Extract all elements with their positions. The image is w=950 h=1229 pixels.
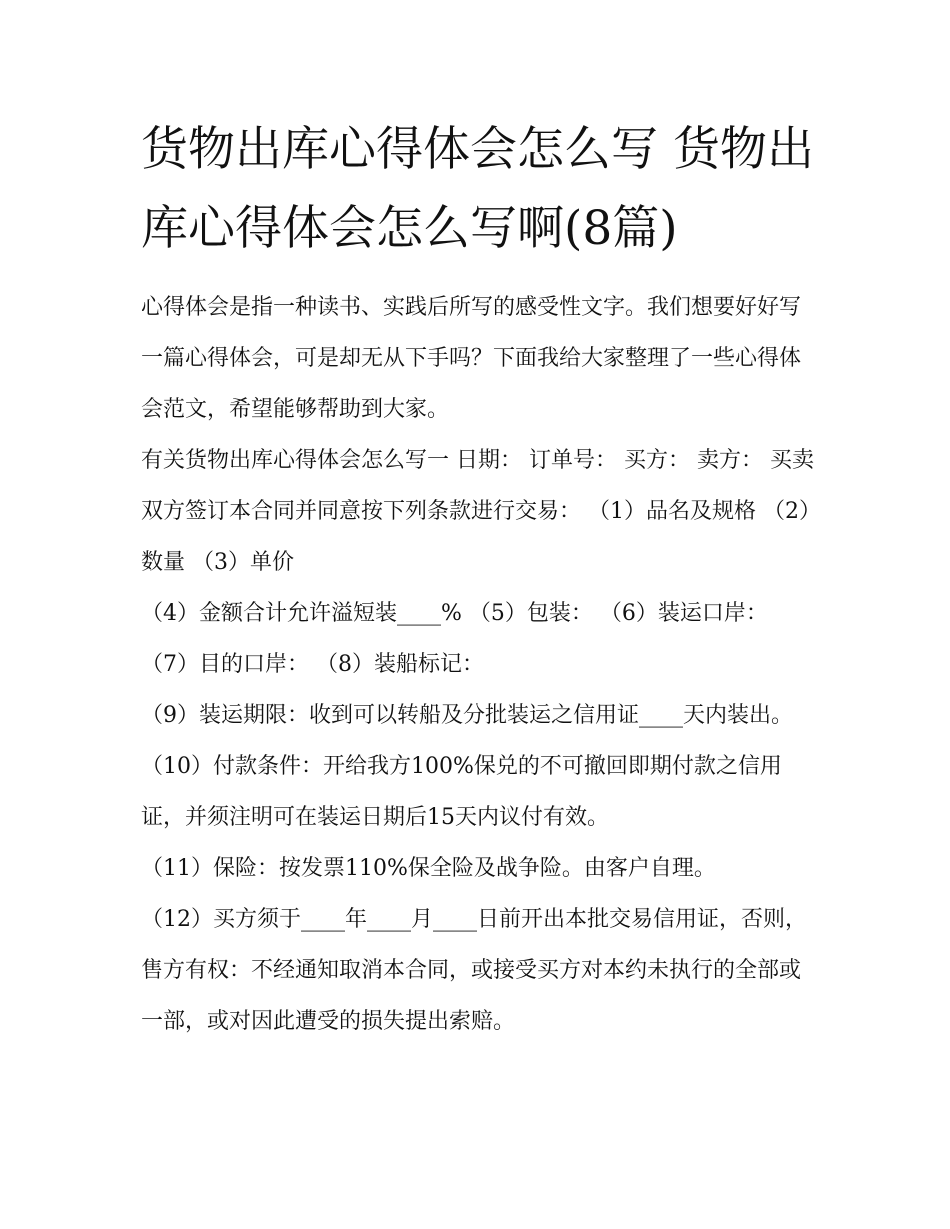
paragraph-intro: 心得体会是指一种读书、实践后所写的感受性文字。我们想要好好写一篇心得体会，可是却无从下手吗？下面我给大家整理了一些心得体会范文，希望能够帮助到大家。 — [141, 295, 802, 422]
document-page — [141, 110, 821, 1047]
paragraph-clause-12: （12）买方须于____年____月____日前开出本批交易信用证，否则，售方有权：不经通知取消本合同，或接受买方对本约未执行的全部或一部，或对因此遭受的损失提出索赔。 — [141, 907, 807, 1034]
document-title: 货物出库心得体会怎么写 货物出库心得体会怎么写啊(8篇) — [141, 122, 814, 256]
paragraph-contract-header: 有关货物出库心得体会怎么写一 日期： 订单号： 买方： 卖方： 买卖双方签订本合同并同意按下列条款进行交易： （1）品名及规格 （2）数量 （3）单价 — [141, 448, 821, 575]
paragraph-clause-4-8: （4）金额合计允许溢短装____% （5）包装： （6）装运口岸： （7）目的口岸： （8）装船标记： — [141, 601, 768, 677]
paragraph-clause-9: （9）装运期限：收到可以转船及分批装运之信用证____天内装出。 — [141, 703, 793, 728]
paragraph-clause-10: （10）付款条件：开给我方100%保兑的不可撤回即期付款之信用证，并须注明可在装运日期后15天内议付有效。 — [141, 754, 782, 830]
paragraph-clause-11: （11）保险：按发票110%保全险及战争险。由客户自理。 — [141, 856, 716, 881]
